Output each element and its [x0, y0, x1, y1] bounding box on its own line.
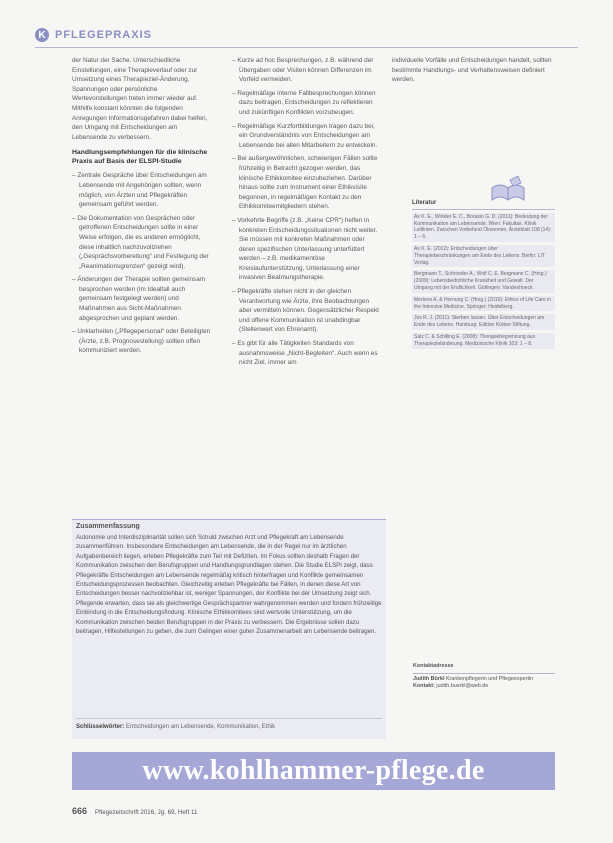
summary-title: Zusammenfassung — [76, 523, 140, 530]
section-badge: K — [35, 28, 49, 42]
recommendations-list — [72, 171, 212, 356]
literature-title: Literatur — [412, 200, 555, 210]
column-3 — [392, 56, 554, 91]
recommendations-heading: Handlungsempfehlungen für die klinische Praxis auf Basis der ELSPI-Studie — [72, 149, 208, 166]
contact-box — [413, 663, 555, 691]
list-item: – Bei außergewöhnlichen, schwierigen Fällen sollte frühzeitig in Betracht gezogen werden, das klinische Ethikkomitee einzubeziehen. Darüber hinaus sollte zum Instrument einer Ethikvisite begonnen, in regelmäßigen Kontakt zu den Ethikkomiteemitgliedern stehen. — [232, 154, 382, 212]
literature-box — [412, 200, 555, 352]
literature-entry: Salz C. & Schilling E. (2008): Therapiebegrenzung aus Therapiezieländerung. Medizinische Klinik 103: 1 – 8. — [412, 333, 555, 349]
list-item: – Vorkehrte Begriffe (z.B. „Keine CPR“) helfen in konkreten Entscheidungssituationen nicht weiter. Sie müssen mit konkreten Maßnahmen oder deren spezifischen Unterlassung unterfüttert werden – z.B. medikamentöse Kreislaufunterstützung, Unterlassung einer invasiven Beatmungstherapie. — [232, 216, 382, 283]
header-rule — [35, 47, 578, 48]
keywords-label: Schlüsselwörter: — [76, 724, 125, 730]
contact-role: Krankenpflegerin und Pflegeexpertin — [445, 675, 534, 682]
list-item: – Die Dokumentation von Gesprächen oder getroffenen Entscheidungen sollte in einer Weise erfolgen, die es anderen ermöglicht, diese inhaltlich nachzuvollziehen („Gesprächsvorbereitung“ und Festlegung der „Reanimationsgrenzen“ gezeigt wird). — [72, 214, 212, 272]
column-1 — [72, 56, 212, 360]
literature-entry: Ax K. E. (2012): Entscheidungen über Therapiebeschränkungen am Ende des Lebens. Berlin: LIT Verlag. — [412, 245, 555, 267]
literature-entry: Ax K. E., Winkler E. C., Borasio G. D. (2011): Bedeutung der Kommunikation am Lebensende. Wien: Fakultas. Klinik Leitlinien. Zwischen Vorbefund Ökonomie. Ärzteblatt 108 (14): 1 – 6. — [412, 213, 555, 242]
literature-entry: Jox R. J. (2011): Sterben lassen. Über Entscheidungen am Ende des Lebens. Hamburg: Edition Körber-Stiftung. — [412, 314, 555, 330]
summary-text: Autonomie und Interdisziplinarität sollen sich Schuld zwischen Arzt und Pflegekraft am Lebensende zusammenführen. Insbesondere Entscheidungen am Lebensende, die in der Regel nur im ärztlichen Aufgabenbereich liegen, erleben Pflegekräfte zum Teil mit Defiziten. Im Fokus sollten deshalb Fragen der Kommunikation zwischen den Berufsgruppen und Handlungsgrundlagen stehen. Die Studie ELSPI zeigt, dass Pflegekräfte Entscheidungen am Lebensende regelmäßig kritisch hinterfragen und Konflikte gemeinsamen Entscheidungsprozessen beobachten. Gleichzeitig erleben Pflegekräfte bei Fällen, in denen diese Art von Entscheidungen besser nachvollziehbar ist, weniger Spannungen, der Konflikte bei der Umsetzung zeigt sich. Pflegende erwarten, dass sie als gleichwertige Gesprächspartner wahrgenommen werden und fordern frühzeitige Einbindung in die Entscheidungsfindung. Klinische Ethikkomitees sind wertvolle Unterstützung, um die Kommunikation zwischen beiden Berufsgruppen in der Praxis zu verbessern. Die Ergebnisse sollen dazu beitragen, Hilfestellungen zu geben, die zum Gelingen einer guten Zusammenarbeit am Lebensende beitragen. — [76, 534, 382, 636]
contact-name: Judith Bürkl — [413, 675, 445, 682]
literature-entry: Mertens A. & Hornung C. (Hrsg.) (2016): Ethics of Life Care in the Intensive Medicine. Springer: Heidelberg. — [412, 296, 555, 312]
col1-intro: der Natur der Sache. Unterschiedliche Einstellungen, eine Therapieverlauf oder zur Umsetzung eines Therapieziel-Änderung, Spannungen oder persönliche Wertevorstellungen treten immer wieder auf. Mithilfe konstant könnten die folgenden Anregungen Informationsgefahren dabei helfen, den Umgang mit Entscheidungen am Lebensende zu verbessern. — [72, 57, 208, 141]
list-item: – Unklarheiten („Pflegepersonal“ oder Beteiligten (Ärzte, z.B. Prognosestellung) sollten offen kommuniziert werden. — [72, 327, 212, 356]
contact-email[interactable]: judith.buerkl@web.de — [436, 683, 489, 690]
keywords-text: Entscheidungen am Lebensende, Kommunikation, Ethik — [126, 724, 276, 730]
keywords-line — [76, 718, 382, 730]
column-2 — [232, 56, 382, 372]
list-item: – Es gibt für alle Tätigkeiten Standards von ausnahmsweise „Nicht-Begleiten“. Auch wenn es nicht Ziel, immer am — [232, 339, 382, 368]
contact-title: Kontaktadresse — [413, 663, 555, 674]
literature-entry: Bergmann T., Schroeder A., Wolf C. E. Bergmann C. (Hrsg.) (2009): Lebensbedrohliche Krankheit und Gewalt. Der Umgang mit der Endlichkeit. Göttingen: Vandenhoeck. — [412, 270, 555, 292]
page-footer — [72, 806, 197, 816]
list-item: – Regelmäßige interne Fallbesprechungen können dazu beitragen, Entscheidungen zu reflektieren und zukünftigen Konflikten vorzubeugen. — [232, 89, 382, 118]
list-item: – Kurze ad hoc Besprechungen, z.B. während der Übergaben oder Visiten können Differenzen im Vorfeld vermeiden. — [232, 56, 382, 85]
banner-url[interactable]: www.kohlhammer-pflege.de — [142, 755, 485, 786]
list-item: – Zentrale Gespräche über Entscheidungen am Lebensende mit Angehörigen sollten, wenn möglich, von Ärzten und Pflegekräften gemeinsam geführt werden. — [72, 171, 212, 209]
summary-box — [72, 519, 386, 739]
section-title: PFLEGEPRAXIS — [55, 29, 152, 41]
contact-email-label: Kontakt: — [413, 683, 435, 690]
journal-citation: Pflegezeitschrift 2016, Jg. 69, Heft 11 — [95, 809, 198, 816]
recommendations-list-continued — [232, 56, 382, 368]
section-header — [35, 28, 152, 42]
website-banner[interactable] — [72, 752, 555, 790]
page-number: 666 — [72, 806, 88, 816]
list-item: – Regelmäßige Kurzfortbildungen tragen dazu bei, ein Grundverständnis von Entscheidungen am Lebensende bei allen Mitarbeitern zu entwickeln. — [232, 122, 382, 151]
list-item: – Pflegekräfte stehen nicht in der gleichen Verantwortung wie Ärzte, ihre Beobachtungen aber vermitteln können. Gegensätzlicher Respekt und offene Kommunikation ist unabdingbar (Stellenwert von Ehrenamt). — [232, 287, 382, 335]
col3-text: individuelle Vorfälle und Entscheidungen handelt, sollten bestimmte Handlungs- und Verhaltensweisen definiert werden. — [392, 57, 552, 84]
list-item: – Änderungen der Therapie sollten gemeinsam besprochen werden (im Idealfall auch gemeinsam festgelegt werden) und Maßnahmen aus Sicht-Maßnahmen abgesprochen und geplant werden. — [72, 275, 212, 323]
